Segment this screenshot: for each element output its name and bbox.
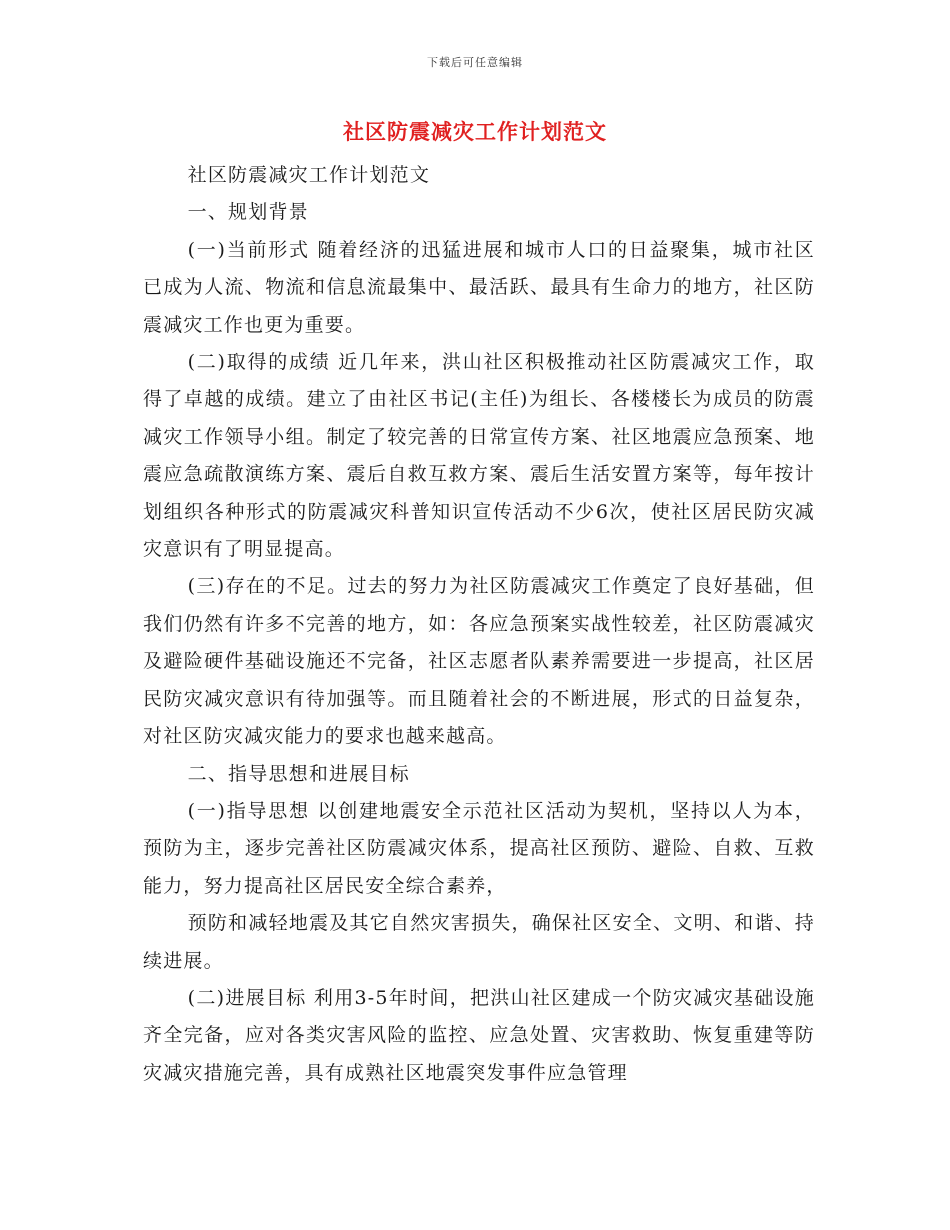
paragraph-subtitle: 社区防震减灾工作计划范文 [187, 164, 431, 186]
paragraph-shortcomings: (三)存在的不足。过去的努力为社区防震减灾工作奠定了良好基础，但我们仍然有许多不完善的地方，如：各应急预案实战性较差，社区防震减灾及避险硬件基础设施还不完备，社区志愿者队素养需要进一步提高，社区居民防灾减灾意识有待加强等。而且随着社会的不断进展，形式的日益复杂，对社区防灾减灾能力的要求也越来越高。 [143, 575, 815, 748]
paragraph-current-situation: (一)当前形式 随着经济的迅猛进展和城市人口的日益聚集，城市社区已成为人流、物流和信息流最集中、最活跃、最具有生命力的地方，社区防震减灾工作也更为重要。 [143, 238, 815, 336]
paragraph-guiding-ideology: (一)指导思想 以创建地震安全示范社区活动为契机，坚持以人为本，预防为主，逐步完善社区防震减灾体系，提高社区预防、避险、自救、互救能力，努力提高社区居民安全综合素养， [143, 799, 815, 897]
heading-guiding-ideology-goals: 二、指导思想和进展目标 [187, 762, 410, 785]
heading-planning-background: 一、规划背景 [187, 201, 309, 224]
document-body [143, 157, 815, 1092]
page-header-note: 下载后可任意编辑 [427, 56, 523, 69]
document-title: 社区防震减灾工作计划范文 [343, 119, 607, 144]
paragraph-development-goals: (二)进展目标 利用3-5年时间，把洪山社区建成一个防灾减灾基础设施齐全完备，应对各类灾害风险的监控、应急处置、灾害救助、恢复重建等防灾减灾措施完善，具有成熟社区地震突发事件应急管理 [143, 986, 815, 1084]
paragraph-achievements: (二)取得的成绩 近几年来，洪山社区积极推动社区防震减灾工作，取得了卓越的成绩。建立了由社区书记(主任)为组长、各楼楼长为成员的防震减灾工作领导小组。制定了较完善的日常宣传方案、社区地震应急预案、地震应急疏散演练方案、震后自救互救方案、震后生活安置方案等，每年按计划组织各种形式的防震减灾科普知识宣传活动不少6次，使社区居民防灾减灾意识有了明显提高。 [143, 351, 815, 561]
paragraph-disaster-prevention: 预防和减轻地震及其它自然灾害损失，确保社区安全、文明、和谐、持续进展。 [143, 912, 815, 972]
